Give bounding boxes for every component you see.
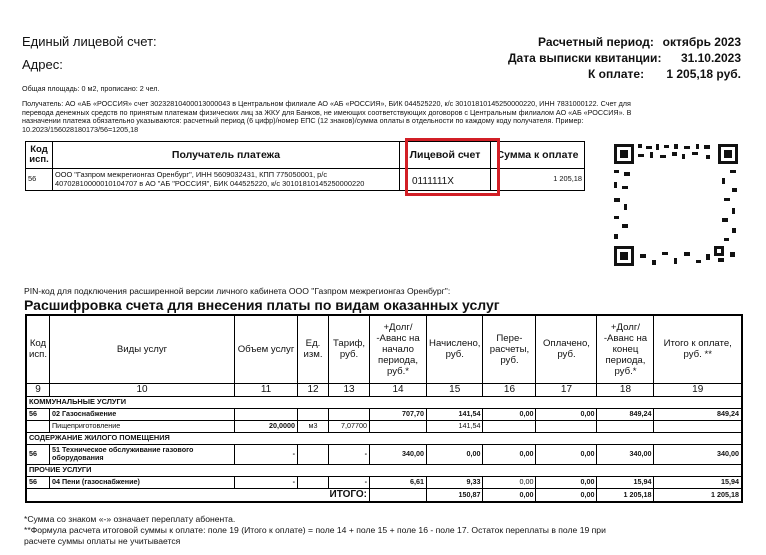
period-value: октябрь 2023	[662, 35, 741, 49]
services-title: Расшифровка счета для внесения платы по видам оказанных услуг	[24, 297, 500, 313]
cell: 0,00	[536, 444, 597, 464]
cell: 51 Техническое обслуживание газового оборудования	[50, 444, 235, 464]
total-cell: 1 205,18	[597, 488, 654, 502]
total-cell	[370, 488, 427, 502]
total-cell: 1 205,18	[654, 488, 742, 502]
pay-value: 1 205,18 руб.	[666, 67, 741, 81]
index-row	[26, 383, 742, 396]
area-line: Общая площадь: 0 м2, прописано: 2 чел.	[22, 84, 160, 93]
cell: 141,54	[427, 420, 483, 432]
index-cell: 11	[235, 383, 298, 396]
cell: 9,33	[427, 476, 483, 488]
cell: 340,00	[597, 444, 654, 464]
col-total: Итого к оплате, руб. **	[654, 315, 742, 383]
cell	[298, 444, 329, 464]
total-cell: 0,00	[483, 488, 536, 502]
cell: 0,00	[427, 444, 483, 464]
cell: м3	[298, 420, 329, 432]
col-payee: Получатель платежа	[53, 142, 400, 169]
cell: 340,00	[654, 444, 742, 464]
account-highlight-box	[405, 138, 500, 196]
col-paid: Оплачено, руб.	[536, 315, 597, 383]
col-tariff: Тариф, руб.	[329, 315, 370, 383]
cell: 707,70	[370, 408, 427, 420]
cell	[298, 476, 329, 488]
payee-account: 0111111X	[400, 169, 491, 191]
cell: 141,54	[427, 408, 483, 420]
cell: 849,24	[597, 408, 654, 420]
index-cell: 12	[298, 383, 329, 396]
footnotes	[24, 514, 744, 547]
info-line-2: перевода денежных средств по принятым платежам физических лиц за ЖКУ для Банков, не имеющих соответствующих договоров с Центральным филиалом АО «АБ «РОССИЯ». В	[22, 107, 632, 117]
note-3: расчете суммы оплаты не учитывается	[24, 536, 181, 546]
index-cell: 10	[50, 383, 235, 396]
date-value: 31.10.2023	[680, 51, 741, 65]
section-other: ПРОЧИЕ УСЛУГИ	[26, 464, 742, 476]
cell	[298, 408, 329, 420]
payee-sum: 1 205,18	[491, 169, 585, 191]
cell: 0,00	[483, 476, 536, 488]
cell: -	[235, 444, 298, 464]
table-row	[26, 420, 742, 432]
cell: 6,61	[370, 476, 427, 488]
index-cell: 13	[329, 383, 370, 396]
services-table	[25, 314, 743, 503]
cell	[329, 408, 370, 420]
payment-info	[22, 100, 742, 134]
index-cell: 9	[26, 383, 50, 396]
col-recalc: Пере-расчеты, руб.	[483, 315, 536, 383]
col-sum: Сумма к оплате	[491, 142, 585, 169]
cell: 7,07700	[329, 420, 370, 432]
index-cell: 17	[536, 383, 597, 396]
cell: Пищеприготовление	[50, 420, 235, 432]
section-housing: СОДЕРЖАНИЕ ЖИЛОГО ПОМЕЩЕНИЯ	[26, 432, 742, 444]
info-line-4: 10.2023/156028180173/56=1205,18	[22, 124, 139, 134]
cell: 0,00	[483, 408, 536, 420]
cell: 02 Газоснабжение	[50, 408, 235, 420]
payee-table	[25, 141, 585, 191]
table-row	[26, 444, 742, 464]
table-row	[26, 476, 742, 488]
cell	[26, 420, 50, 432]
cell: -	[235, 476, 298, 488]
pin-line: PIN-код для подключения расширенной версии личного кабинета ООО "Газпром межрегионгаз Оренбург":	[24, 286, 451, 296]
period-label: Расчетный период:	[538, 35, 654, 49]
col-unit: Ед. изм.	[298, 315, 329, 383]
index-cell: 15	[427, 383, 483, 396]
table-row	[26, 408, 742, 420]
payee-code: 56	[26, 169, 53, 191]
cell: 20,0000	[235, 420, 298, 432]
col-code: Код исп.	[26, 142, 53, 169]
index-cell: 14	[370, 383, 427, 396]
cell: -	[329, 476, 370, 488]
note-1: *Сумма со знаком «-» означает переплату абонента.	[24, 514, 236, 524]
payee-details	[53, 169, 400, 191]
cell: -	[329, 444, 370, 464]
total-cell: 150,87	[427, 488, 483, 502]
qr-code	[612, 142, 740, 268]
account-label: Единый лицевой счет:	[22, 34, 157, 49]
section-row	[26, 432, 742, 444]
index-cell: 19	[654, 383, 742, 396]
col-code: Код исп.	[26, 315, 50, 383]
index-cell: 16	[483, 383, 536, 396]
payee-details-1: ООО "Газпром межрегионгаз Оренбург", ИНН 5609032431, КПП 775050001, р/с	[55, 170, 328, 179]
col-service: Виды услуг	[50, 315, 235, 383]
col-volume: Объем услуг	[235, 315, 298, 383]
cell: 15,94	[597, 476, 654, 488]
payee-details-2: 40702810000010104707 в АО "АБ "РОССИЯ", БИК 044525220, к/с 30101810145250000220	[55, 178, 365, 188]
cell	[597, 420, 654, 432]
cell: 15,94	[654, 476, 742, 488]
info-line-1: Получатель: АО «АБ «РОССИЯ» счет 30232810400013000043 в Центральном филиале АО «АБ «РОССИЯ», БИК 044525220, к/с 30101810145250000220, ИНН 7831000122. Счет для	[22, 99, 631, 108]
total-label: ИТОГО:	[26, 488, 370, 502]
pay-label: К оплате:	[588, 67, 645, 81]
info-line-3: назначении платежа обязательно указываются: расчетный период (6 цифр)/номер ЕПС (12 знаков)/сумма оплаты в отдельности по каждому коду получателя. Пример:	[22, 116, 584, 126]
col-charged: Начислено, руб.	[427, 315, 483, 383]
cell	[370, 420, 427, 432]
note-2: **Формула расчета итоговой суммы к оплате: поле 19 (Итого к оплате) = поле 14 + поле 15 + поле 16 - поле 17. Остаток переплаты в поле 19 при	[24, 525, 606, 535]
cell: 56	[26, 408, 50, 420]
section-row	[26, 464, 742, 476]
total-row	[26, 488, 742, 502]
section-communal: КОММУНАЛЬНЫЕ УСЛУГИ	[26, 396, 742, 408]
cell	[654, 420, 742, 432]
cell: 04 Пени (газоснабжение)	[50, 476, 235, 488]
index-cell: 18	[597, 383, 654, 396]
section-row	[26, 396, 742, 408]
col-debt-start: +Долг/ -Аванс на начало периода, руб.*	[370, 315, 427, 383]
cell: 0,00	[536, 408, 597, 420]
cell: 56	[26, 444, 50, 464]
cell: 0,00	[536, 476, 597, 488]
cell	[536, 420, 597, 432]
cell: 56	[26, 476, 50, 488]
cell	[483, 420, 536, 432]
cell	[235, 408, 298, 420]
cell: 849,24	[654, 408, 742, 420]
col-debt-end: +Долг/ -Аванс на конец периода, руб.*	[597, 315, 654, 383]
total-cell: 0,00	[536, 488, 597, 502]
date-label: Дата выписки квитанции:	[508, 51, 662, 65]
address-label: Адрес:	[22, 57, 63, 72]
cell: 0,00	[483, 444, 536, 464]
cell: 340,00	[370, 444, 427, 464]
col-account: Лицевой счет	[400, 142, 491, 169]
